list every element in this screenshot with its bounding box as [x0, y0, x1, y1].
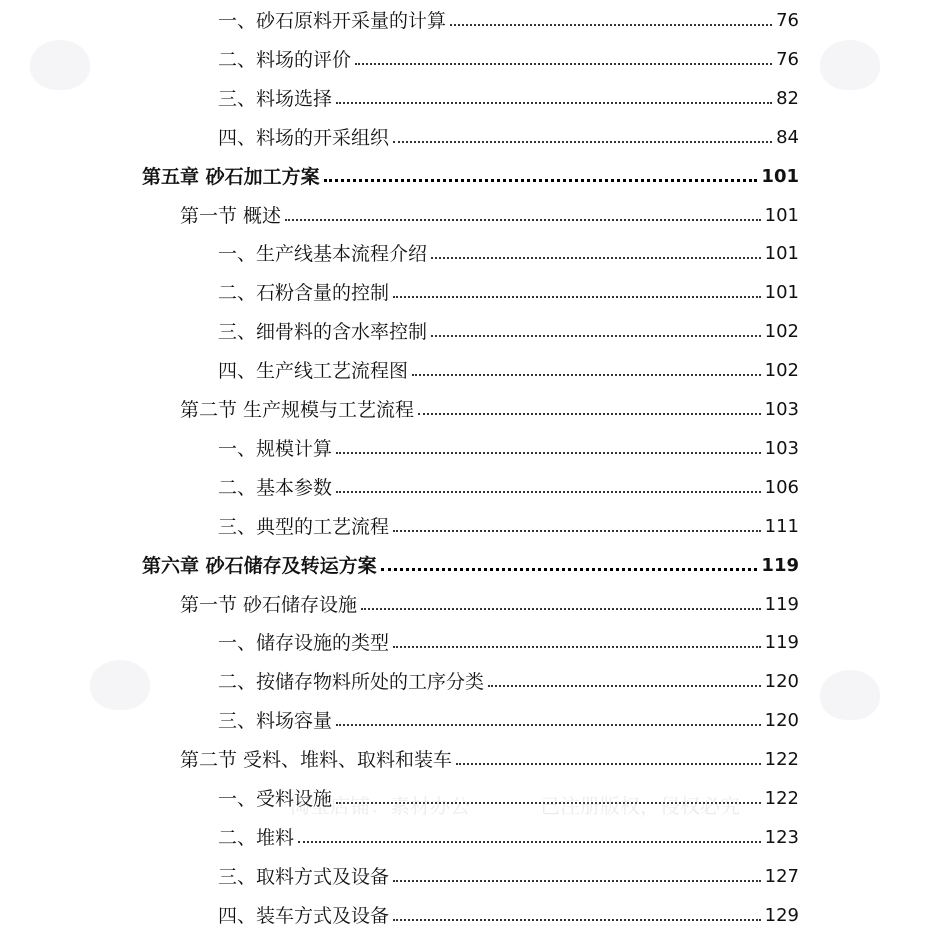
toc-page-number: 119: [761, 554, 799, 576]
toc-entry-label: 四、装车方式及设备: [218, 904, 390, 927]
toc-page-number: 103: [764, 437, 799, 459]
toc-page-number: 101: [764, 243, 799, 265]
toc-leader-dots: [393, 919, 761, 921]
toc-leader-dots: [418, 413, 761, 415]
watermark-text: 淘宝店铺：素材办公: [290, 794, 470, 818]
toc-entry-label: 三、细骨料的含水率控制: [218, 321, 428, 344]
toc-entry-label: 二、料场的评价: [218, 48, 352, 71]
toc-entry-label: 二、堆料: [218, 826, 295, 849]
toc-entry-label: 三、典型的工艺流程: [218, 515, 390, 538]
elephant-watermark-icon: [30, 40, 90, 90]
toc-item-entry: [218, 780, 799, 810]
toc-section-entry: [180, 391, 799, 421]
toc-entry-label: 一、规模计算: [218, 437, 333, 460]
toc-page-number: 84: [776, 126, 799, 148]
toc-item-entry: [218, 430, 799, 460]
toc-leader-dots: [393, 530, 761, 532]
toc-page-number: 101: [761, 165, 799, 187]
toc-leader-dots: [336, 491, 761, 493]
toc-page-number: 120: [764, 671, 799, 693]
toc-entry-label: 一、受料设施: [218, 788, 333, 810]
toc-leader-dots: [393, 141, 772, 143]
toc-entry-label: 三、料场选择: [218, 87, 333, 110]
toc-item-entry: [218, 469, 799, 499]
elephant-watermark-icon: [820, 40, 880, 90]
toc-entry-label: 一、砂石原料开采量的计算: [218, 10, 447, 32]
toc-page-number: 119: [764, 593, 799, 615]
toc-leader-dots: [361, 608, 761, 610]
toc-entry-label: 三、取料方式及设备: [218, 865, 390, 888]
toc-page-number: 129: [764, 904, 799, 926]
elephant-watermark-icon: [820, 670, 880, 720]
toc-leader-dots: [393, 880, 761, 882]
toc-leader-dots: [285, 219, 761, 221]
toc-page-number: 76: [776, 10, 799, 31]
toc-entry-label: 二、基本参数: [218, 476, 333, 499]
toc-leader-dots: [336, 724, 761, 726]
toc-leader-dots: [488, 685, 761, 687]
toc-item-entry: [218, 819, 799, 849]
watermark-text: 已注册版权，侵权必究: [540, 794, 740, 818]
toc-page-number: 119: [764, 632, 799, 654]
toc-section-entry: [180, 741, 799, 771]
toc-chapter-entry: [142, 158, 799, 188]
toc-page-number: 101: [764, 282, 799, 304]
toc-item-entry: [218, 624, 799, 654]
toc-leader-dots: [336, 802, 761, 804]
toc-item-entry: [218, 702, 799, 732]
toc-page-number: 102: [764, 321, 799, 343]
toc-entry-label: 四、生产线工艺流程图: [218, 360, 409, 383]
toc-page-number: 101: [764, 204, 799, 226]
toc-entry-label: 第一节 砂石储存设施: [180, 593, 358, 616]
toc-item-entry: [218, 41, 799, 71]
toc-page-number: 111: [764, 515, 799, 537]
toc-page-number: 122: [764, 749, 799, 771]
toc-page-number: 123: [764, 826, 799, 848]
toc-leader-dots: [336, 102, 772, 104]
toc-item-entry: [218, 897, 799, 927]
toc-entry-label: 第二节 生产规模与工艺流程: [180, 399, 415, 421]
toc-page-number: 76: [776, 48, 799, 70]
toc-section-entry: [180, 197, 799, 227]
toc-leader-dots: [298, 841, 761, 843]
toc-leader-dots: [431, 335, 761, 337]
toc-entry-label: 第二节 受料、堆料、取料和装车: [180, 749, 453, 772]
toc-item-entry: [218, 663, 799, 693]
toc-entry-label: 第一节 概述: [180, 204, 282, 227]
elephant-watermark-icon: [90, 660, 150, 710]
toc-leader-dots: [355, 63, 772, 65]
toc-leader-dots: [450, 24, 772, 26]
toc-page-number: 82: [776, 87, 799, 109]
toc-page-number: 102: [764, 360, 799, 382]
toc-item-entry: [218, 352, 799, 382]
toc-leader-dots: [381, 568, 758, 571]
toc-leader-dots: [456, 763, 761, 765]
toc-page-number: 120: [764, 710, 799, 732]
toc-entry-label: 一、生产线基本流程介绍: [218, 243, 428, 266]
toc-entry-label: 二、按储存物料所处的工序分类: [218, 671, 485, 694]
toc-item-entry: [218, 80, 799, 110]
toc-leader-dots: [412, 374, 761, 376]
toc-chapter-entry: [142, 547, 799, 577]
toc-item-entry: [218, 313, 799, 343]
toc-leader-dots: [431, 257, 761, 259]
toc-page-number: 122: [764, 788, 799, 809]
toc-entry-label: 二、石粉含量的控制: [218, 282, 390, 305]
toc-entry-label: 三、料场容量: [218, 710, 333, 733]
toc-item-entry: [218, 2, 799, 32]
toc-leader-dots: [336, 452, 761, 454]
toc-entry-label: 四、料场的开采组织: [218, 126, 390, 149]
toc-leader-dots: [324, 179, 758, 182]
toc-page-number: 127: [764, 865, 799, 887]
toc-leader-dots: [393, 296, 761, 298]
toc-item-entry: [218, 508, 799, 538]
toc-page-number: 106: [764, 476, 799, 498]
toc-section-entry: [180, 586, 799, 616]
toc-item-entry: [218, 274, 799, 304]
toc-item-entry: [218, 858, 799, 888]
toc-item-entry: [218, 235, 799, 265]
toc-item-entry: [218, 119, 799, 149]
toc-entry-label: 一、储存设施的类型: [218, 632, 390, 655]
toc-leader-dots: [393, 646, 761, 648]
toc-page-number: 103: [764, 399, 799, 420]
toc-entry-label: 第五章 砂石加工方案: [142, 165, 320, 188]
toc-entry-label: 第六章 砂石储存及转运方案: [142, 554, 377, 577]
